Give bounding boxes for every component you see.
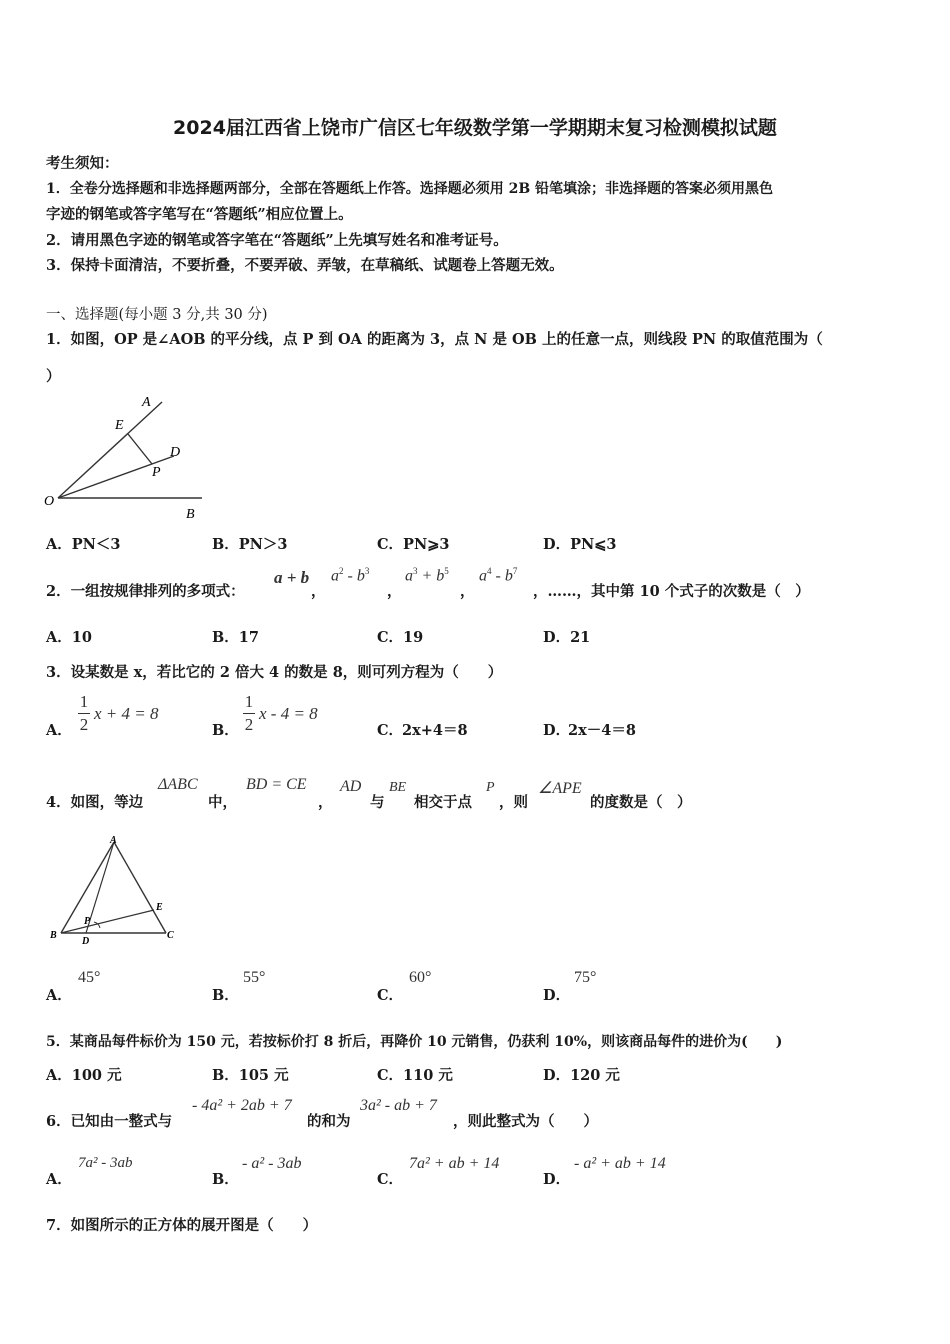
- q2-option-a: A．10: [46, 629, 92, 646]
- q2-stem-end: ，……，其中第 10 个式子的次数是（ ）: [533, 583, 810, 600]
- q5-stem: 5．某商品每件标价为 150 元，若按标价打 8 折后，再降价 10 元销售，仍获利 10%，则该商品每件的进价为( ): [46, 1034, 783, 1050]
- q3-b-numerator: 1: [244, 692, 254, 711]
- q1-option-d: D．PN⩽3: [543, 536, 617, 553]
- q3-option-b-label: B．: [212, 722, 239, 739]
- q2-expr-3: $a^3 + b^5$: [405, 566, 449, 585]
- q5-option-a: A．100 元: [46, 1067, 122, 1084]
- q1-fig-label-e: E: [115, 418, 124, 433]
- q1-stem: 1．如图，OP 是∠AOB 的平分线，点 P 到 OA 的距离为 3，点 N 是 OB 上的任意一点，则线段 PN 的取值范围为（: [46, 331, 823, 348]
- q1-fig-label-b: B: [186, 507, 195, 522]
- q4-option-a-value: 45°: [78, 969, 101, 986]
- q1-option-c: C．PN⩾3: [377, 536, 450, 553]
- q6-option-a-label: A．: [46, 1171, 72, 1188]
- q4-stem-2: 中，: [208, 794, 237, 811]
- q2-sep-2: ，: [387, 583, 402, 600]
- q4-fig-label-p: P: [84, 916, 91, 927]
- q4-stem-1: 4．如图，等边: [46, 794, 144, 811]
- q4-option-c-value: 60°: [409, 969, 432, 986]
- q7-stem: 7．如图所示的正方体的展开图是（ ）: [46, 1217, 318, 1234]
- q2-expr-4: $a^4 - b^7$: [479, 566, 518, 585]
- q1-fig-label-d: D: [170, 445, 181, 460]
- q6-expr-sum: 3a² - ab + 7: [360, 1097, 437, 1114]
- q2-option-c: C．19: [377, 629, 424, 646]
- q6-stem-2: 的和为: [307, 1113, 351, 1130]
- q3-option-a-expr: x + 4 = 8: [94, 704, 159, 723]
- section-heading: 一、选择题(每小题 3 分,共 30 分): [46, 307, 268, 323]
- q6-option-b-expr: - a² - 3ab: [242, 1155, 302, 1172]
- q3-b-fraction-bar: [243, 713, 255, 714]
- q4-option-d-label: D．: [543, 987, 571, 1004]
- q6-option-d-label: D．: [543, 1171, 571, 1188]
- q4-stem-6: ，则: [499, 794, 528, 811]
- q4-math-ad: AD: [340, 778, 362, 795]
- q4-fig-label-a: A: [110, 835, 117, 846]
- q2-expr-1: a + b: [274, 568, 310, 587]
- q1-angle-figure: [40, 392, 210, 522]
- q6-option-c-label: C．: [377, 1171, 404, 1188]
- q6-stem-1: 6．已知由一整式与: [46, 1113, 173, 1130]
- q4-fig-label-e: E: [156, 902, 163, 913]
- q1-fig-label-a: A: [142, 395, 151, 410]
- q3-a-fraction-bar: [78, 713, 90, 714]
- notice-line-3: 3．保持卡面清洁，不要折叠，不要弄破、弄皱，在草稿纸、试题卷上答题无效。: [46, 257, 564, 274]
- q2-option-d: D．21: [543, 629, 591, 646]
- q4-fig-label-d: D: [82, 936, 90, 947]
- q5-option-d: D．120 元: [543, 1067, 620, 1084]
- q5-option-b: B．105 元: [212, 1067, 289, 1084]
- q6-stem-3: ，则此整式为（ ）: [453, 1113, 598, 1130]
- q3-option-c-label: C．: [377, 722, 404, 739]
- q3-a-denominator: 2: [79, 715, 89, 734]
- q4-stem-7: 的度数是（ ）: [590, 794, 692, 811]
- q1-fig-label-p: P: [152, 465, 161, 480]
- q3-a-numerator: 1: [79, 692, 89, 711]
- q4-math-bd-ce: BD = CE: [246, 776, 307, 793]
- q2-expr-2: $a^2 - b^3$: [331, 566, 370, 585]
- notice-line-2: 2．请用黑色字迹的钢笔或答字笔在“答题纸”上先填写姓名和准考证号。: [46, 232, 508, 249]
- page-title: 2024届江西省上饶市广信区七年级数学第一学期期末复习检测模拟试题: [173, 117, 777, 139]
- q4-option-c-label: C．: [377, 987, 404, 1004]
- q1-stem-end: ）: [46, 368, 61, 385]
- q6-option-b-label: B．: [212, 1171, 239, 1188]
- q4-stem-4: 与: [370, 794, 385, 811]
- q3-option-d-expr: 2x－4＝8: [568, 722, 636, 739]
- notice-line-1b: 字迹的钢笔或答字笔写在“答题纸”相应位置上。: [46, 206, 353, 223]
- q2-stem: 2．一组按规律排列的多项式：: [46, 583, 245, 600]
- q4-fig-label-c: C: [167, 930, 174, 941]
- q6-option-d-expr: - a² + ab + 14: [574, 1155, 666, 1172]
- q4-option-b-label: B．: [212, 987, 239, 1004]
- q4-stem-5: 相交于点: [414, 794, 472, 811]
- q4-math-angle: ∠APE: [538, 780, 582, 797]
- q1-option-b: B．PN＞3: [212, 536, 288, 553]
- q6-option-c-expr: 7a² + ab + 14: [409, 1155, 500, 1172]
- q1-fig-label-o: O: [44, 494, 55, 509]
- q4-math-be: BE: [389, 780, 407, 795]
- q4-math-p: P: [486, 780, 495, 795]
- q6-expr-given: - 4a² + 2ab + 7: [192, 1097, 292, 1114]
- q3-option-d-label: D．: [543, 722, 571, 739]
- q4-fig-label-b: B: [50, 930, 57, 941]
- q3-option-a-label: A．: [46, 722, 72, 739]
- q3-b-denominator: 2: [244, 715, 254, 734]
- q2-sep-3: ，: [460, 583, 475, 600]
- q3-stem: 3．设某数是 x，若比它的 2 倍大 4 的数是 8，则可列方程为（ ）: [46, 664, 503, 681]
- q2-option-b: B．17: [212, 629, 259, 646]
- q5-option-c: C．110 元: [377, 1067, 453, 1084]
- q1-option-a: A．PN＜3: [46, 536, 121, 553]
- q2-sep-1: ，: [311, 583, 326, 600]
- q4-math-triangle: ΔABC: [158, 776, 198, 793]
- q4-option-d-value: 75°: [574, 969, 597, 986]
- q3-option-c-expr: 2x+4＝8: [402, 722, 468, 739]
- q4-triangle-figure: [46, 832, 186, 948]
- q4-stem-3: ，: [318, 794, 333, 811]
- q3-option-b-expr: x - 4 = 8: [259, 704, 318, 723]
- notice-heading: 考生须知：: [46, 155, 119, 172]
- q4-option-b-value: 55°: [243, 969, 266, 986]
- q6-option-a-expr: 7a² - 3ab: [78, 1155, 133, 1171]
- notice-line-1a: 1．全卷分选择题和非选择题两部分，全部在答题纸上作答。选择题必须用 2B 铅笔填涂；非选择题的答案必须用黑色: [46, 181, 774, 197]
- q4-option-a-label: A．: [46, 987, 72, 1004]
